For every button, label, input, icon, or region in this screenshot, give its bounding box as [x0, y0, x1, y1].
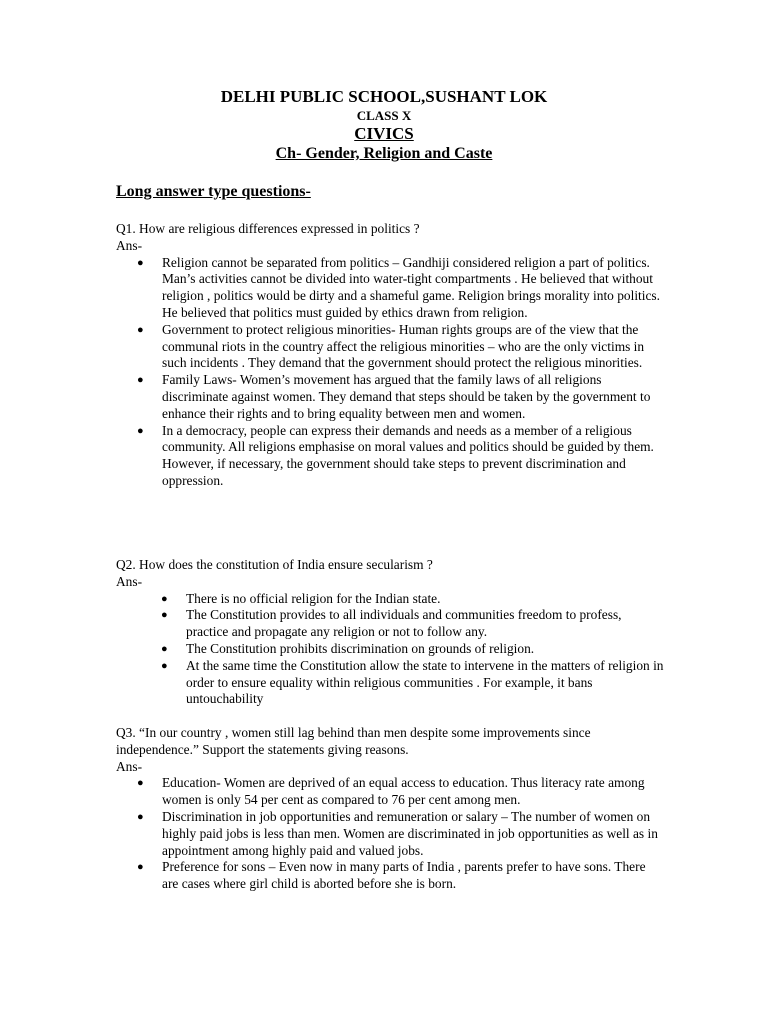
question-block-2 [116, 557, 664, 708]
bullet-icon: ● [137, 861, 144, 874]
list-item [161, 607, 664, 641]
list-item-text: Education- Women are deprived of an equal access to education. Thus literacy rate among women is only 54 per cent as compared to 76 per cent among men. [162, 775, 645, 808]
list-item-text: At the same time the Constitution allow the state to intervene in the matters of religion in order to ensure equality within religious communities . For example, it bans untouchability [186, 657, 664, 707]
bullet-icon: ● [161, 642, 168, 655]
bullet-icon: ● [161, 592, 168, 605]
list-item-text: The Constitution prohibits discrimination on grounds of religion. [186, 640, 535, 656]
school-name: DELHI PUBLIC SCHOOL,SUSHANT LOK [220, 87, 548, 106]
question-text: Q2. How does the constitution of India ensure secularism ? [116, 557, 433, 572]
class-label: CLASS X [356, 108, 412, 123]
list-item [137, 254, 660, 322]
list-item-text: In a democracy, people can express their demands and needs as a member of a religious community. All religions emphasise on moral values and politics should be guided by them. However, if necessary, the government should take steps to prevent discrimination and oppression. [162, 422, 654, 488]
answer-list [116, 775, 656, 893]
answer-label: Ans- [116, 237, 143, 253]
list-item [137, 422, 660, 490]
list-item [161, 590, 664, 608]
bullet-icon: ● [161, 609, 168, 622]
answer-list [116, 590, 664, 709]
list-item [161, 640, 664, 658]
list-item [137, 859, 662, 893]
bullet-icon: ● [137, 777, 144, 790]
answer-label: Ans- [116, 573, 143, 589]
section-title: Long answer type questions- [116, 183, 311, 200]
question-block-3 [116, 725, 656, 893]
bullet-icon: ● [137, 374, 144, 387]
list-item-text: Family Laws- Women’s movement has argued that the family laws of all religions discriminate against women. They demand that steps should be taken by the government to enhance their rights and to bring equality between men and women. [162, 372, 651, 421]
chapter-title: Ch- Gender, Religion and Caste [275, 145, 493, 162]
question-text: Q3. “In our country , women still lag behind than men despite some improvements since independence.” Support the statements giving reasons. [116, 725, 591, 757]
answer-label: Ans- [116, 758, 143, 774]
list-item [137, 372, 660, 422]
list-item-text: Discrimination in job opportunities and remuneration or salary – The number of women on highly paid jobs is less than men. Women are discriminated in job opportunities as well as in appointment among highly paid and valued jobs. [162, 808, 658, 858]
answer-list [116, 254, 660, 490]
list-item-text: There is no official religion for the Indian state. [186, 590, 441, 606]
list-item [137, 321, 660, 372]
list-item [137, 775, 662, 809]
bullet-icon: ● [137, 323, 144, 336]
list-item-text: The Constitution provides to all individuals and communities freedom to profess, practice and propagate any religion or not to follow any. [186, 607, 622, 640]
bullet-icon: ● [137, 424, 144, 437]
bullet-icon: ● [137, 256, 144, 269]
question-block-1 [116, 221, 660, 490]
question-text: Q1. How are religious differences expressed in politics ? [116, 221, 420, 236]
list-item-text: Religion cannot be separated from politics – Gandhiji considered religion a part of politics. Man’s activities cannot be divided into water-tight compartments . He believed that without religion , politics would be dirty and a shameful game. Religion brings morality into politics. He believed that politics must guided by ethics drawn from religion. [162, 254, 660, 320]
list-item [161, 657, 664, 708]
subject-title: CIVICS [354, 124, 414, 143]
list-item-text: Government to protect religious minorities- Human rights groups are of the view that the communal riots in the country affect the religious minorities – who are the only victims in such incidents . They demand that the government should protect the religious minorities. [162, 321, 645, 371]
bullet-icon: ● [137, 810, 144, 823]
list-item-text: Preference for sons – Even now in many parts of India , parents prefer to have sons. There are cases where girl child is aborted before she is born. [162, 859, 646, 892]
list-item [137, 808, 662, 859]
bullet-icon: ● [161, 659, 168, 672]
